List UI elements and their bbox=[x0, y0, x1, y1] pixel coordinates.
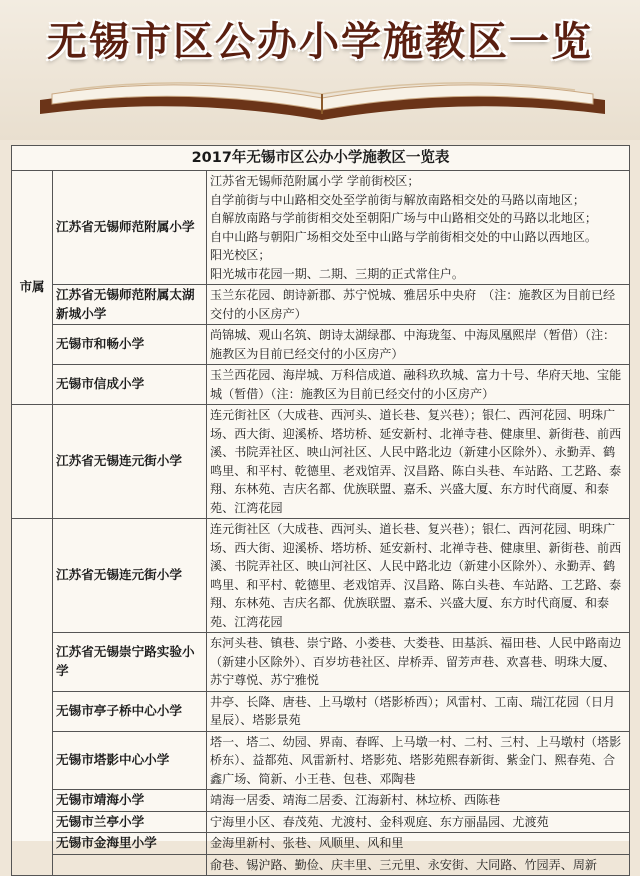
page-title: 无锡市区公办小学施教区一览 bbox=[47, 19, 593, 65]
table-title-row bbox=[12, 146, 630, 171]
area-line: 江苏省无锡师范附属小学 学前街校区； bbox=[210, 174, 420, 188]
school-name: 无锡市信成小学 bbox=[53, 365, 207, 405]
book-icon bbox=[40, 70, 605, 120]
table-row bbox=[12, 325, 630, 365]
header-banner bbox=[0, 0, 640, 140]
area-line: 自学前街与中山路相交处至学前街与解放南路相交处的马路以南地区； bbox=[210, 192, 585, 207]
area-line: 阳光城市花园一期、二期、三期的正式常住户。 bbox=[210, 266, 464, 281]
table-row bbox=[12, 405, 630, 519]
region-cell: 市属 bbox=[12, 171, 53, 405]
district-area: 尚锦城、观山名筑、朗诗太湖绿郡、中海珑玺、中海凤凰熙岸（暂借）（注：施教区为目前已经交付的小区房产） bbox=[207, 325, 630, 365]
area-line: 自中山路与朝阳广场相交处至中山路与学前街相交处的中山路以西地区。 bbox=[210, 229, 598, 244]
school-name: 江苏省无锡师范附属小学 bbox=[53, 171, 207, 285]
district-area: 靖海一居委、靖海二居委、江海新村、林垃桥、西陈巷 bbox=[207, 790, 630, 812]
district-area: 俞巷、锡沪路、勤俭、庆丰里、三元里、永安街、大同路、竹园弄、周新 bbox=[207, 854, 630, 876]
school-name: 无锡市和畅小学 bbox=[53, 325, 207, 365]
table-title: 2017年无锡市区公办小学施教区一览表 bbox=[12, 146, 630, 171]
table-row bbox=[12, 790, 630, 812]
school-name: 江苏省无锡师范附属太湖新城小学 bbox=[53, 285, 207, 325]
school-district-table bbox=[11, 145, 630, 872]
district-table bbox=[11, 145, 630, 876]
district-area: 井亭、长降、唐巷、上马墩村（塔影桥西）；风雷村、工南、瑞江花园（日月星辰）、塔影景苑 bbox=[207, 691, 630, 731]
school-name: 无锡市亭子桥中心小学 bbox=[53, 691, 207, 731]
school-name: 无锡市靖海小学 bbox=[53, 790, 207, 812]
table-row bbox=[12, 519, 630, 633]
district-area: 金海里新村、张巷、风顺里、风和里 bbox=[207, 833, 630, 855]
table-row bbox=[12, 691, 630, 731]
school-name: 无锡市金海里小学 bbox=[53, 833, 207, 855]
school-name: 江苏省无锡崇宁路实验小学 bbox=[53, 633, 207, 692]
area-line: 自解放南路与学前街相交处至朝阳广场与中山路相交处的马路以北地区； bbox=[210, 211, 598, 225]
table-row bbox=[12, 171, 630, 285]
district-area: 东河头巷、镇巷、崇宁路、小娄巷、大娄巷、田基浜、福田巷、人民中路南边（新建小区除外）、百岁坊巷社区、岸桥弄、留芳声巷、欢喜巷、明珠大厦、苏宁尊悦、苏宁雅悦 bbox=[207, 633, 630, 692]
region-cell-empty bbox=[12, 519, 53, 876]
table-row bbox=[12, 633, 630, 692]
district-area bbox=[207, 171, 630, 285]
district-area: 玉兰西花园、海岸城、万科信成道、融科玖玖城、富力十号、华府天地、宝能城（暂借）（注：施教区为目前已经交付的小区房产） bbox=[207, 365, 630, 405]
table-row bbox=[12, 365, 630, 405]
table-row bbox=[12, 811, 630, 833]
school-name: 江苏省无锡连元街小学 bbox=[53, 519, 207, 633]
area-line: 阳光校区； bbox=[210, 248, 271, 262]
school-name: 江苏省无锡连元街小学 bbox=[53, 405, 207, 519]
school-name: 无锡市塔影中心小学 bbox=[53, 731, 207, 790]
district-area: 塔一、塔二、幼园、界南、春晖、上马墩一村、二村、三村、上马墩村（塔影桥东）、益都苑、风雷新村、塔影苑、塔影苑熙春新街、紫金门、熙春苑、合鑫广场、简新、小王巷、包巷、邓陶巷 bbox=[207, 731, 630, 790]
district-area: 连元街社区（大成巷、西河头、道长巷、复兴巷）；银仁、西河花园、明珠广场、西大街、迎溪桥、塔坊桥、延安新村、北禅寺巷、健康里、新街巷、前西溪、书院弄社区、映山河社区、人民中路北边（新建小区除外）、永勤弄、鹤鸣里、和平村、乾德里、老戏馆弄、汉昌路、陈白头巷、车站路、工艺路、泰翔、东林苑、吉庆名都、优族联盟、嘉禾、兴盛大厦、东方时代商厦、和泰苑、江湾花园 bbox=[207, 405, 630, 519]
region-cell-empty bbox=[12, 405, 53, 519]
school-name bbox=[53, 854, 207, 876]
table-row bbox=[12, 833, 630, 855]
table-row bbox=[12, 731, 630, 790]
school-name: 无锡市兰亭小学 bbox=[53, 811, 207, 833]
district-area: 连元街社区（大成巷、西河头、道长巷、复兴巷）；银仁、西河花园、明珠广场、西大街、迎溪桥、塔坊桥、延安新村、北禅寺巷、健康里、新街巷、前西溪、书院弄社区、映山河社区、人民中路北边（新建小区除外）、永勤弄、鹤鸣里、和平村、乾德里、老戏馆弄、汉昌路、陈白头巷、车站路、工艺路、泰翔、东林苑、吉庆名都、优族联盟、嘉禾、兴盛大厦、东方时代商厦、和泰苑、江湾花园 bbox=[207, 519, 630, 633]
district-area: 玉兰东花园、朗诗新郡、苏宁悦城、雅居乐中央府 （注：施教区为目前已经交付的小区房产） bbox=[207, 285, 630, 325]
table-row bbox=[12, 854, 630, 876]
district-area: 宁海里小区、春茂苑、尤渡村、金科观庭、东方丽晶园、尤渡苑 bbox=[207, 811, 630, 833]
table-row bbox=[12, 285, 630, 325]
